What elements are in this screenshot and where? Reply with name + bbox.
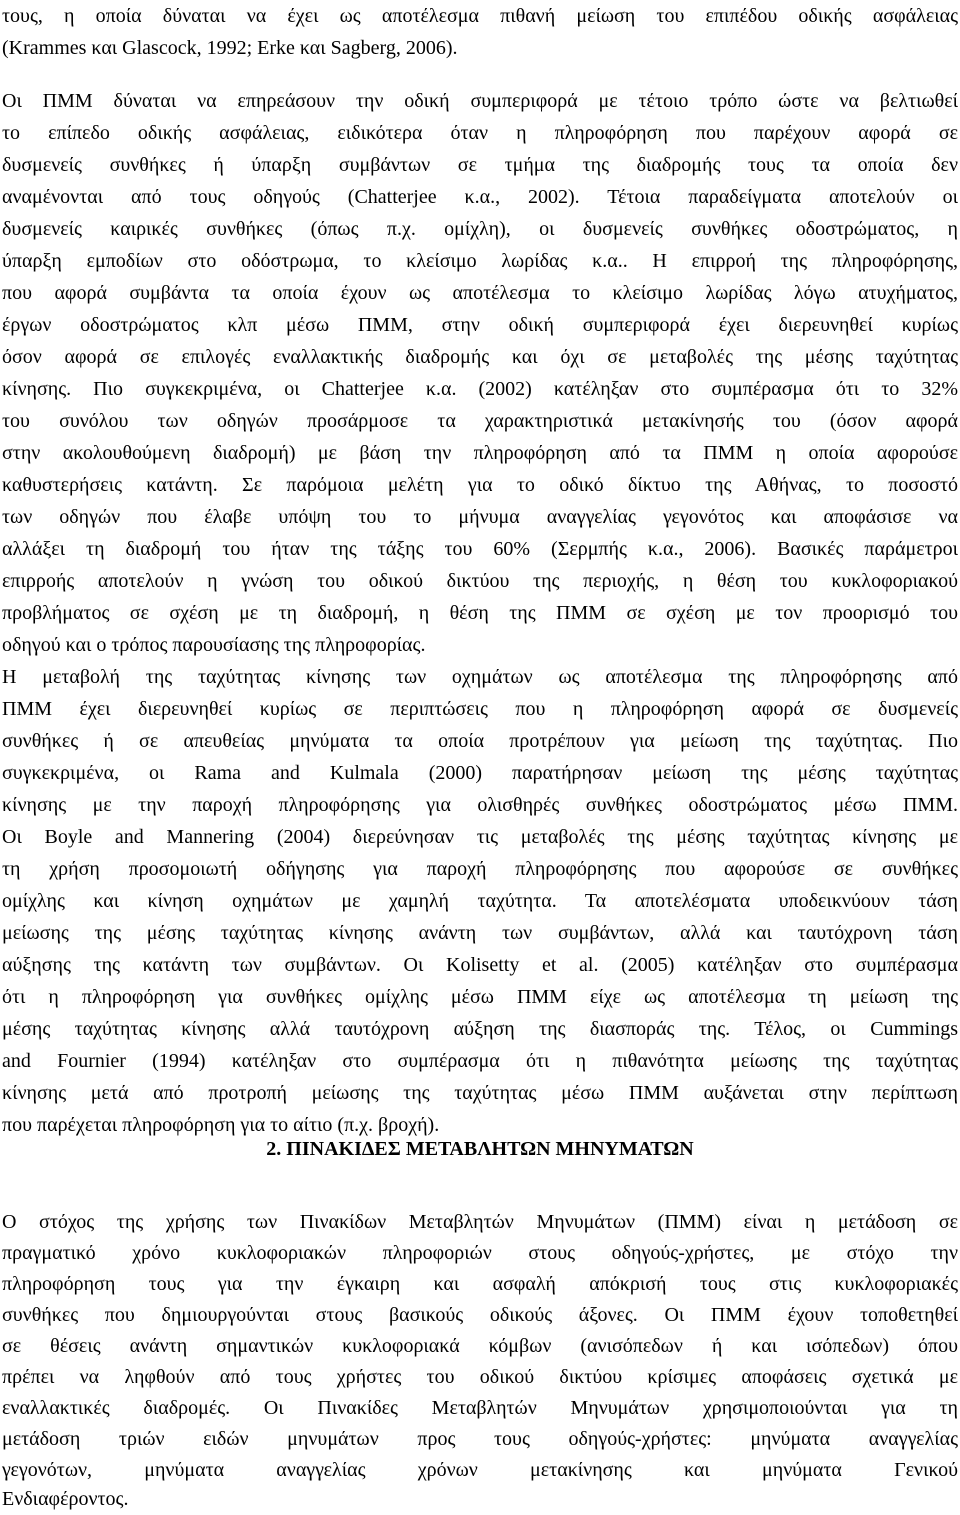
text-line: αύξησης της κατάντη των συμβάντων. Οι Kolisetty et al. (2005) κατέληξαν στο συμπέρασμα bbox=[2, 954, 958, 976]
text-line: εναλλακτικές διαδρομές. Οι Πινακίδες Μεταβλητών Μηνυμάτων χρησιμοποιούνται για τη bbox=[2, 1397, 958, 1419]
text-line: που παρέχεται πληροφόρηση για το αίτιο (π.χ. βροχή). bbox=[2, 1114, 440, 1136]
text-line: ομίχλης και κίνηση οχημάτων με χαμηλή ταχύτητα. Τα αποτελέσματα υποδεικνύουν τάση bbox=[2, 890, 958, 912]
text-line: μετάδοση τριών ειδών μηνυμάτων προς τους οδηγούς-χρήστες: μηνύματα αναγγελίας bbox=[2, 1428, 958, 1450]
text-line: Οι ΠΜΜ δύναται να επηρεάσουν την οδική συμπεριφορά με τέτοιο τρόπο ώστε να βελτιωθεί bbox=[2, 90, 958, 112]
text-line: το επίπεδο οδικής ασφάλειας, ειδικότερα όταν η πληροφόρηση που παρέχουν αφορά σε bbox=[2, 122, 958, 144]
text-line: σε θέσεις ανάντη σημαντικών κυκλοφοριακά κόμβων (ανισόπεδων ή και ισόπεδων) όπου bbox=[2, 1335, 958, 1357]
text-line: προβλήματος σε σχέση με τη διαδρομή, η θέση της ΠΜΜ σε σχέση με τον προορισμό του bbox=[2, 602, 958, 624]
text-line: οδηγού και ο τρόπος παρουσίασης της πληροφορίας. bbox=[2, 634, 426, 656]
text-line: αναμένονται από τους οδηγούς (Chatterjee κ.α., 2002). Τέτοια παραδείγματα αποτελούν οι bbox=[2, 186, 958, 208]
text-line: κίνησης. Πιο συγκεκριμένα, οι Chatterjee κ.α. (2002) κατέληξαν στο συμπέρασμα ότι το 32% bbox=[2, 378, 958, 400]
text-line: ΠΜΜ έχει διερευνηθεί κυρίως σε περιπτώσεις που η πληροφόρηση αφορά σε δυσμενείς bbox=[2, 698, 958, 720]
text-line: μέσης ταχύτητας κίνησης αλλά ταυτόχρονη αύξηση της διασποράς της. Τέλος, οι Cummings bbox=[2, 1018, 958, 1040]
text-line: έργων οδοστρώματος κλπ μέσω ΠΜΜ, στην οδική συμπεριφορά έχει διερευνηθεί κυρίως bbox=[2, 314, 958, 336]
text-line: and Fournier (1994) κατέληξαν στο συμπέρασμα ότι η πιθανότητα μείωσης της ταχύτητας bbox=[2, 1050, 958, 1072]
text-line: ότι η πληροφόρηση για συνθήκες ομίχλης μέσω ΠΜΜ είχε ως αποτέλεσμα τη μείωση της bbox=[2, 986, 958, 1008]
text-line: ύπαρξη εμποδίων στο οδόστρωμα, το κλείσιμο λωρίδας κ.α.. Η επιρροή της πληροφόρησης, bbox=[2, 250, 958, 272]
text-line: συνθήκες ή σε απευθείας μηνύματα τα οποία προτρέπουν για μείωση της ταχύτητας. Πιο bbox=[2, 730, 958, 752]
text-line: κίνησης με την παροχή πληροφόρησης για ολισθηρές συνθήκες οδοστρώματος μέσω ΠΜΜ. bbox=[2, 794, 958, 816]
text-line: Ενδιαφέροντος. bbox=[2, 1488, 129, 1510]
text-line: τη χρήση προσομοιωτή οδήγησης για παροχή πληροφόρησης που αφορούσε σε συνθήκες bbox=[2, 858, 958, 880]
text-line: γεγονότων, μηνύματα αναγγελίας χρόνων μετακίνησης και μηνύματα Γενικού bbox=[2, 1459, 958, 1481]
section-heading: 2. ΠΙΝΑΚΙΔΕΣ ΜΕΤΑΒΛΗΤΩΝ ΜΗΝΥΜΑΤΩΝ bbox=[266, 1138, 694, 1160]
text-line: όσον αφορά σε επιλογές εναλλακτικής διαδρομής και όχι σε μεταβολές της μέσης ταχύτητας bbox=[2, 346, 958, 368]
text-line: πληροφόρηση τους για την έγκαιρη και ασφαλή απόκρισή τους στις κυκλοφοριακές bbox=[2, 1273, 958, 1295]
text-line: πρέπει να ληφθούν από τους χρήστες του οδικού δικτύου κρίσιμες αποφάσεις σχετικά με bbox=[2, 1366, 958, 1388]
text-line: συνθήκες που δημιουργούνται στους βασικούς οδικούς άξονες. Οι ΠΜΜ έχουν τοποθετηθεί bbox=[2, 1304, 958, 1326]
text-line: δυσμενείς καιρικές συνθήκες (όπως π.χ. ομίχλη), οι δυσμενείς συνθήκες οδοστρώματος, η bbox=[2, 218, 958, 240]
text-line: Οι Boyle and Mannering (2004) διερεύνησαν τις μεταβολές της μέσης ταχύτητας κίνησης με bbox=[2, 826, 958, 848]
text-line: τους, η οποία δύναται να έχει ως αποτέλεσμα πιθανή μείωση του επιπέδου οδικής ασφάλειας bbox=[2, 5, 958, 27]
text-line: που αφορά συμβάντα τα οποία έχουν ως αποτέλεσμα το κλείσιμο λωρίδας λόγω ατυχήματος, bbox=[2, 282, 958, 304]
text-line: επιρροής αποτελούν η γνώση του οδικού δικτύου της περιοχής, η θέση του κυκλοφοριακού bbox=[2, 570, 958, 592]
text-line: των οδηγών που έλαβε υπόψη του το μήνυμα αναγγελίας γεγονότος και αποφάσισε να bbox=[2, 506, 958, 528]
text-line: δυσμενείς συνθήκες ή ύπαρξη συμβάντων σε τμήμα της διαδρομής τους τα οποία δεν bbox=[2, 154, 958, 176]
text-line: συγκεκριμένα, οι Rama and Kulmala (2000) παρατήρησαν μείωση της μέσης ταχύτητας bbox=[2, 762, 958, 784]
text-line: Η μεταβολή της ταχύτητας κίνησης των οχημάτων ως αποτέλεσμα της πληροφόρησης από bbox=[2, 666, 958, 688]
text-line: κίνησης μετά από προτροπή μείωσης της ταχύτητας μέσω ΠΜΜ αυξάνεται στην περίπτωση bbox=[2, 1082, 958, 1104]
text-line: πραγματικό χρόνο κυκλοφοριακών πληροφοριών στους οδηγούς-χρήστες, με στόχο την bbox=[2, 1242, 958, 1264]
text-line: στην ακολουθούμενη διαδρομή) με βάση την πληροφόρηση από τα ΠΜΜ η οποία αφορούσε bbox=[2, 442, 958, 464]
text-line: αλλάξει τη διαδρομή του ήταν της τάξης του 60% (Σερμπής κ.α., 2006). Βασικές παράμετροι bbox=[2, 538, 958, 560]
text-line: Ο στόχος της χρήσης των Πινακίδων Μεταβλητών Μηνυμάτων (ΠΜΜ) είναι η μετάδοση σε bbox=[2, 1211, 958, 1233]
text-line: μείωσης της μέσης ταχύτητας κίνησης ανάντη των συμβάντων, αλλά και ταυτόχρονη τάση bbox=[2, 922, 958, 944]
text-line: του συνόλου των οδηγών προσάρμοσε τα χαρακτηριστικά μετακίνησής του (όσον αφορά bbox=[2, 410, 958, 432]
text-line: καθυστερήσεις κατάντη. Σε παρόμοια μελέτη για το οδικό δίκτυο της Αθήνας, το ποσοστό bbox=[2, 474, 958, 496]
text-line: (Krammes και Glascock, 1992; Erke και Sagberg, 2006). bbox=[2, 37, 458, 59]
